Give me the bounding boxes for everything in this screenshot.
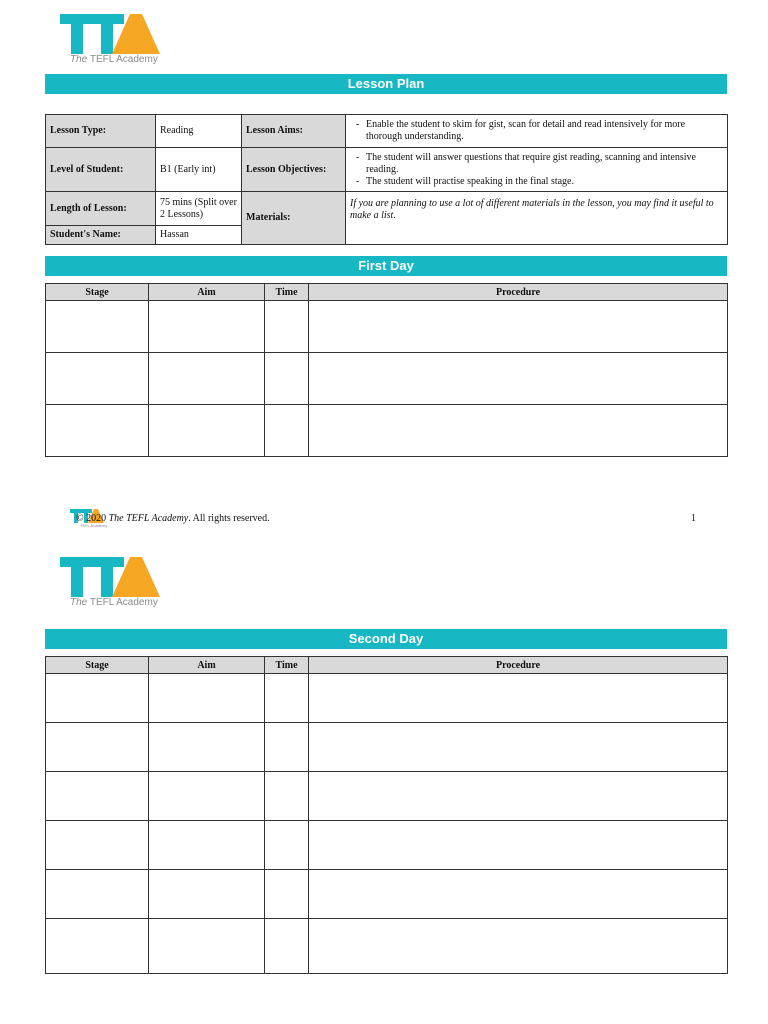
copyright-text: © 2020 The TEFL Academy. All rights reserved. (76, 513, 270, 524)
time-cell[interactable] (265, 870, 309, 919)
aim-cell[interactable] (149, 821, 265, 870)
procedure-cell[interactable] (309, 301, 728, 353)
procedure-cell[interactable] (309, 353, 728, 405)
stage-header: Stage (46, 284, 149, 301)
tta-logo (60, 12, 172, 70)
materials-value: If you are planning to use a lot of different materials in the lesson, you may find it useful to make a list. (346, 192, 728, 245)
procedure-cell[interactable] (309, 919, 728, 974)
length-value: 75 mins (Split over 2 Lessons) (156, 192, 242, 226)
aim-cell[interactable] (149, 674, 265, 723)
time-cell[interactable] (265, 723, 309, 772)
lesson-aims-value (346, 115, 728, 148)
time-cell[interactable] (265, 674, 309, 723)
second-day-banner: Second Day (45, 629, 727, 649)
student-name-value: Hassan (156, 226, 242, 245)
table-row (46, 821, 728, 870)
stage-cell[interactable] (46, 919, 149, 974)
aim-cell[interactable] (149, 301, 265, 353)
materials-label: Materials: (242, 192, 346, 245)
lesson-type-label: Lesson Type: (46, 115, 156, 148)
table-row (46, 301, 728, 353)
table-row (46, 405, 728, 457)
second-day-table (45, 656, 728, 974)
procedure-cell[interactable] (309, 821, 728, 870)
first-day-table (45, 283, 728, 457)
logo-tagline: The TEFL Academy (70, 597, 158, 608)
procedure-header: Procedure (309, 657, 728, 674)
procedure-header: Procedure (309, 284, 728, 301)
procedure-cell[interactable] (309, 674, 728, 723)
aim-header: Aim (149, 284, 265, 301)
stage-cell[interactable] (46, 723, 149, 772)
time-cell[interactable] (265, 301, 309, 353)
time-header: Time (265, 284, 309, 301)
procedure-cell[interactable] (309, 870, 728, 919)
time-cell[interactable] (265, 353, 309, 405)
objective-item: - The student will answer questions that require gist reading, scanning and intensive reading. (366, 152, 723, 176)
table-row (46, 674, 728, 723)
table-row (46, 723, 728, 772)
first-day-banner: First Day (45, 256, 727, 276)
time-header: Time (265, 657, 309, 674)
time-cell[interactable] (265, 919, 309, 974)
procedure-cell[interactable] (309, 723, 728, 772)
table-row (46, 870, 728, 919)
footer-logo-text: TEFL Academy (80, 523, 108, 528)
time-cell[interactable] (265, 405, 309, 457)
procedure-cell[interactable] (309, 772, 728, 821)
lesson-info-table (45, 114, 728, 245)
length-label: Length of Lesson: (46, 192, 156, 226)
level-label: Level of Student: (46, 148, 156, 192)
aim-item: - Enable the student to skim for gist, scan for detail and read intensively for more thorough understanding. (366, 119, 723, 143)
lesson-objectives-value (346, 148, 728, 192)
stage-cell[interactable] (46, 301, 149, 353)
table-row (46, 772, 728, 821)
aim-cell[interactable] (149, 405, 265, 457)
lesson-aims-label: Lesson Aims: (242, 115, 346, 148)
time-cell[interactable] (265, 821, 309, 870)
aim-header: Aim (149, 657, 265, 674)
student-name-label: Student's Name: (46, 226, 156, 245)
lesson-type-value: Reading (156, 115, 242, 148)
stage-cell[interactable] (46, 870, 149, 919)
time-cell[interactable] (265, 772, 309, 821)
stage-cell[interactable] (46, 674, 149, 723)
table-row (46, 919, 728, 974)
aim-cell[interactable] (149, 772, 265, 821)
stage-header: Stage (46, 657, 149, 674)
page-number: 1 (691, 513, 696, 524)
objective-item: - The student will practise speaking in the final stage. (366, 176, 723, 188)
aim-cell[interactable] (149, 723, 265, 772)
aim-cell[interactable] (149, 919, 265, 974)
tta-logo (60, 555, 172, 613)
stage-cell[interactable] (46, 821, 149, 870)
procedure-cell[interactable] (309, 405, 728, 457)
level-value: B1 (Early int) (156, 148, 242, 192)
table-row (46, 353, 728, 405)
lesson-objectives-label: Lesson Objectives: (242, 148, 346, 192)
aim-cell[interactable] (149, 353, 265, 405)
aim-cell[interactable] (149, 870, 265, 919)
stage-cell[interactable] (46, 772, 149, 821)
lesson-plan-banner: Lesson Plan (45, 74, 727, 94)
stage-cell[interactable] (46, 405, 149, 457)
stage-cell[interactable] (46, 353, 149, 405)
logo-tagline: The TEFL Academy (70, 54, 158, 65)
